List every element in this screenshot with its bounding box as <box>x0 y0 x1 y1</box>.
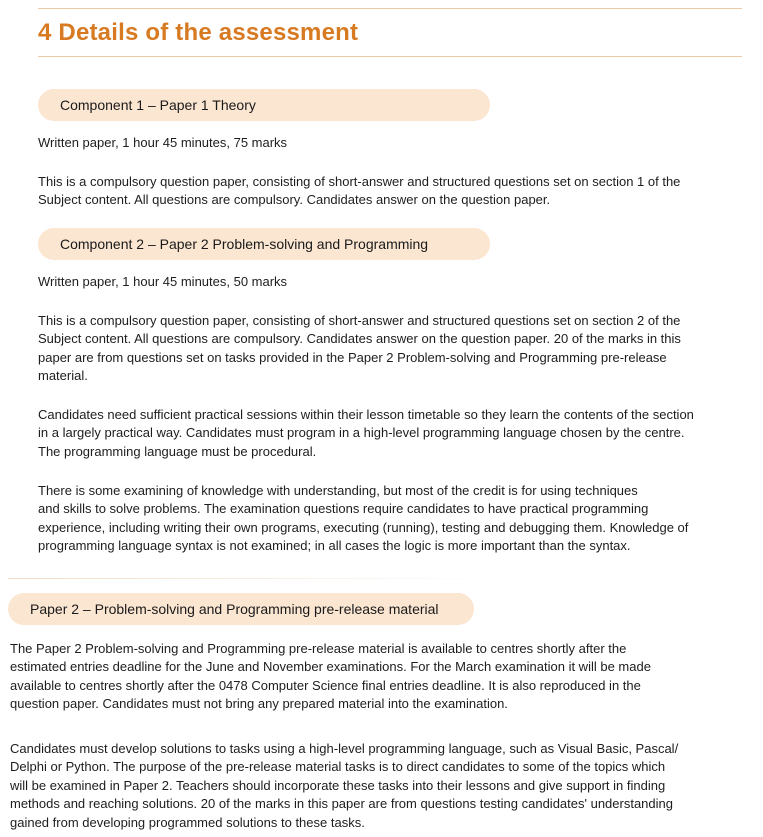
text-line: will be examined in Paper 2. Teachers should incorporate these tasks into their lessons and give support in finding <box>10 777 666 793</box>
component-2-paragraph-1 <box>38 312 681 386</box>
text-line: This is a compulsory question paper, consisting of short-answer and structured questions set on section 1 of the <box>38 174 681 189</box>
text-line: available to centres shortly after the 0478 Computer Science final entries deadline. It is also reproduced in the <box>10 677 641 693</box>
prerelease-paragraph-2 <box>10 740 678 832</box>
component-1-paragraph-1 <box>38 173 680 210</box>
text-line: The Paper 2 Problem-solving and Programming pre-release material is available to centres shortly after the <box>10 641 627 656</box>
text-line: Subject content. All questions are compulsory. Candidates answer on the question paper. 20 of the marks in this <box>38 331 681 347</box>
text-line: in a largely practical way. Candidates must program in a high-level programming language chosen by the centre. <box>38 425 685 441</box>
text-line: experience, including writing their own programs, executing (running), testing and debugging them. Knowledge of <box>38 519 689 535</box>
text-line: Delphi or Python. The purpose of the pre-release material tasks is to direct candidates to some of the topics which <box>10 759 666 775</box>
text-line: and skills to solve problems. The examination questions require candidates to have practical programming <box>38 501 649 517</box>
text-line: paper are from questions set on tasks provided in the Paper 2 Problem-solving and Programming pre-release <box>38 349 667 365</box>
component-1-heading: Component 1 – Paper 1 Theory <box>38 89 490 121</box>
component-1-summary: Written paper, 1 hour 45 minutes, 75 marks <box>38 135 288 150</box>
text-line: programming language syntax is not examined; in all cases the logic is more important than the syntax. <box>38 538 631 554</box>
text-line: Candidates need sufficient practical sessions within their lesson timetable so they learn the contents of the section <box>38 407 694 422</box>
component-2-paragraph-2 <box>38 406 694 461</box>
prerelease-paragraph-1 <box>10 640 651 714</box>
text-line: This is a compulsory question paper, consisting of short-answer and structured questions set on section 2 of the <box>38 313 681 328</box>
component-2-summary: Written paper, 1 hour 45 minutes, 50 marks <box>38 274 288 289</box>
section-divider <box>8 578 498 579</box>
prerelease-heading: Paper 2 – Problem-solving and Programming pre-release material <box>8 593 474 625</box>
text-line: There is some examining of knowledge with understanding, but most of the credit is for using techniques <box>38 483 638 498</box>
component-2-heading: Component 2 – Paper 2 Problem-solving and Programming <box>38 228 490 260</box>
top-rule <box>38 8 742 9</box>
text-line: question paper. Candidates must not bring any prepared material into the examination. <box>10 696 508 712</box>
title-underline <box>38 56 742 57</box>
text-line: material. <box>38 368 88 384</box>
section-title: 4 Details of the assessment <box>38 19 359 46</box>
text-line: estimated entries deadline for the June and November examinations. For the March examination it will be made <box>10 659 651 675</box>
text-line: Candidates must develop solutions to tasks using a high-level programming language, such as Visual Basic, Pascal/ <box>10 741 679 756</box>
text-line: The programming language must be procedural. <box>38 443 317 459</box>
component-2-paragraph-3 <box>38 482 688 556</box>
text-line: methods and reaching solutions. 20 of the marks in this paper are from questions testing candidates' understanding <box>10 796 673 812</box>
text-line: Subject content. All questions are compulsory. Candidates answer on the question paper. <box>38 192 551 208</box>
text-line: gained from developing programmed solutions to these tasks. <box>10 814 365 830</box>
